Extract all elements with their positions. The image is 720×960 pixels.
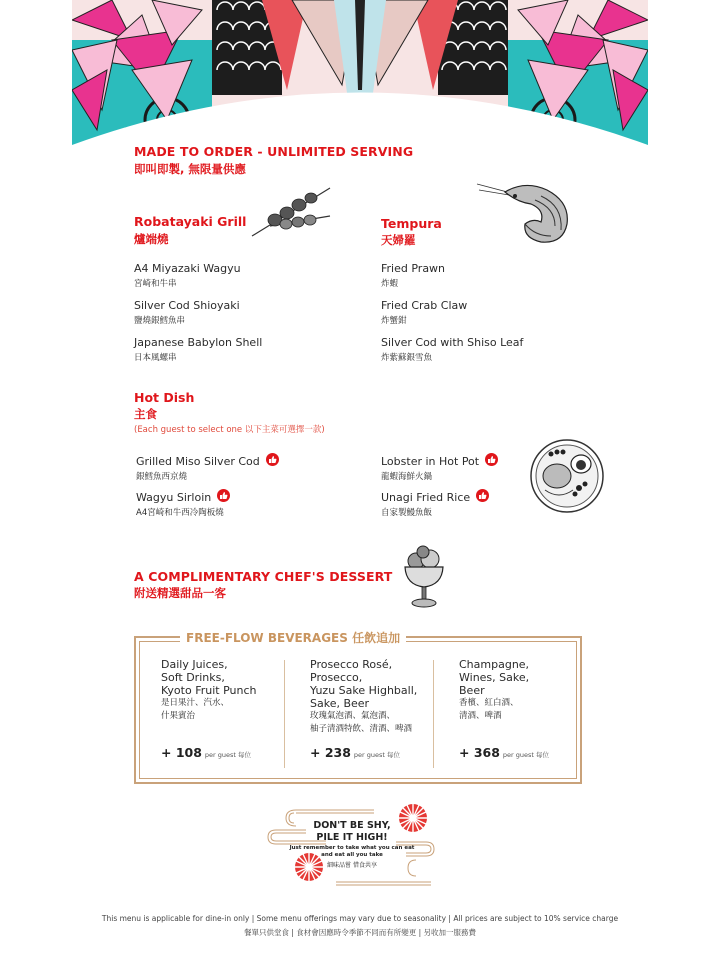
promo-line-1: DON'T BE SHY, — [313, 820, 391, 831]
menu-item — [381, 336, 523, 363]
column-divider — [433, 660, 434, 768]
beverage-option — [459, 658, 589, 722]
hot-dish-title-cn: 主食 — [134, 407, 157, 421]
item-name-cn: 炸蟹鉗 — [381, 316, 407, 326]
dessert-title: A COMPLIMENTARY CHEF'S DESSERT — [134, 569, 393, 584]
item-name-cn: 宮崎和牛串 — [134, 279, 177, 289]
beverage-price — [459, 742, 549, 761]
beverage-option — [161, 658, 291, 722]
item-name: Silver Cod with Shiso Leaf — [381, 336, 524, 349]
price-value: + 238 — [310, 745, 351, 760]
decorative-banner — [72, 0, 648, 145]
beverage-name: Prosecco, — [310, 671, 363, 684]
price-unit: per guest 每位 — [204, 751, 252, 759]
beverage-name: Beer — [459, 684, 485, 697]
item-name: Silver Cod Shioyaki — [134, 299, 240, 312]
item-name-cn: A4宮崎和牛西冷陶板燒 — [136, 508, 224, 518]
promo-sub-cn: 細味品嘗 惜食共享 — [327, 862, 377, 869]
column-divider — [284, 660, 285, 768]
item-name-cn: 炸紫蘇銀雪魚 — [381, 353, 433, 363]
menu-item — [381, 489, 489, 518]
item-name: Fried Crab Claw — [381, 299, 468, 312]
hot-dish-note: (Each guest to select one 以下主菜可選擇一款) — [134, 425, 325, 435]
hot-dish-title: Hot Dish — [134, 390, 195, 405]
beverage-name-cn: 什果賓治 — [161, 710, 196, 721]
beverage-name-cn: 柚子清酒特飲、清酒、啤酒 — [310, 723, 413, 734]
beverage-name: Daily Juices, — [161, 658, 228, 671]
dessert-title-cn: 附送精選甜品一客 — [134, 586, 226, 600]
price-value: + 108 — [161, 745, 202, 760]
menu-item — [381, 262, 445, 289]
beverage-name: Sake, Beer — [310, 697, 370, 710]
beverage-name-cn: 清酒、啤酒 — [459, 710, 502, 721]
beverage-option — [310, 658, 440, 735]
menu-item — [136, 489, 230, 518]
menu-page — [72, 0, 648, 960]
beverage-name-cn: 香檳、紅白酒、 — [459, 698, 519, 708]
menu-item — [136, 453, 279, 482]
item-name: Unagi Fried Rice — [381, 491, 471, 504]
item-name-cn: 炸蝦 — [381, 279, 399, 289]
thumbs-up-icon — [266, 453, 279, 466]
price-value: + 368 — [459, 745, 500, 760]
promo-line-2: PILE IT HIGH! — [316, 832, 388, 843]
chrysanthemum-icon — [398, 803, 428, 833]
beverage-name: Kyoto Fruit Punch — [161, 684, 257, 697]
promo-sub-1: Just remember to take what you can eat — [289, 845, 415, 851]
menu-item — [134, 299, 240, 326]
tempura-title: Tempura — [381, 216, 442, 231]
thumbs-up-icon — [485, 453, 498, 466]
floral-koi-illustration — [72, 0, 648, 145]
beverage-name: Soft Drinks, — [161, 671, 225, 684]
footer-disclaimer-cn: 餐單只供堂食 | 食材會因應時令季節不同而有所變更 | 另收加一服務費 — [243, 928, 477, 937]
beverage-price — [161, 742, 251, 761]
item-name: Fried Prawn — [381, 262, 446, 275]
skewer-illustration — [250, 178, 332, 238]
beverages-title: FREE-FLOW BEVERAGES 任飲追加 — [180, 629, 406, 646]
thumbs-up-icon — [217, 489, 230, 502]
price-unit: per guest 每位 — [353, 751, 401, 759]
price-unit: per guest 每位 — [502, 751, 550, 759]
menu-item — [381, 299, 467, 326]
robatayaki-title-cn: 爐端燒 — [134, 232, 169, 246]
section-title-made-to-order: MADE TO ORDER - UNLIMITED SERVING — [134, 144, 414, 159]
robatayaki-title: Robatayaki Grill — [134, 214, 247, 229]
prawn-illustration — [475, 180, 573, 246]
item-name-cn: 龍蝦海鮮火鍋 — [381, 472, 433, 482]
beverage-name-cn: 玫瑰氣泡酒、氣泡酒、 — [310, 711, 396, 721]
beverage-name-cn: 是日果汁、汽水、 — [161, 698, 230, 708]
item-name: A4 Miyazaki Wagyu — [134, 262, 241, 275]
item-name: Wagyu Sirloin — [136, 491, 212, 504]
tempura-title-cn: 天婦羅 — [381, 233, 416, 247]
item-name: Grilled Miso Silver Cod — [136, 455, 260, 468]
beverage-name: Prosecco Rosé, — [310, 658, 393, 671]
menu-item — [134, 336, 262, 363]
footer-disclaimer: This menu is applicable for dine-in only | Some menu offerings may vary due to seasonality | All prices are subject to 10% service charge — [101, 914, 619, 923]
menu-item — [381, 453, 498, 482]
section-title-made-to-order-cn: 即叫即製, 無限量供應 — [134, 162, 246, 176]
thumbs-up-icon — [476, 489, 489, 502]
item-name-cn: 銀鱈魚西京燒 — [136, 472, 188, 482]
hot-pot-bowl-illustration — [529, 438, 605, 514]
beverage-name: Wines, Sake, — [459, 671, 530, 684]
item-name: Japanese Babylon Shell — [134, 336, 263, 349]
beverage-name: Champagne, — [459, 658, 530, 671]
promo-sub-2: and eat all you take — [321, 852, 383, 858]
menu-item — [134, 262, 241, 289]
item-name-cn: 自家製鰻魚飯 — [381, 508, 433, 518]
beverage-name: Yuzu Sake Highball, — [310, 684, 418, 697]
beverage-price — [310, 742, 400, 761]
item-name: Lobster in Hot Pot — [381, 455, 480, 468]
item-name-cn: 鹽燒銀鱈魚串 — [134, 316, 186, 326]
item-name-cn: 日本風螺串 — [134, 353, 177, 363]
dessert-cup-illustration — [402, 545, 446, 609]
